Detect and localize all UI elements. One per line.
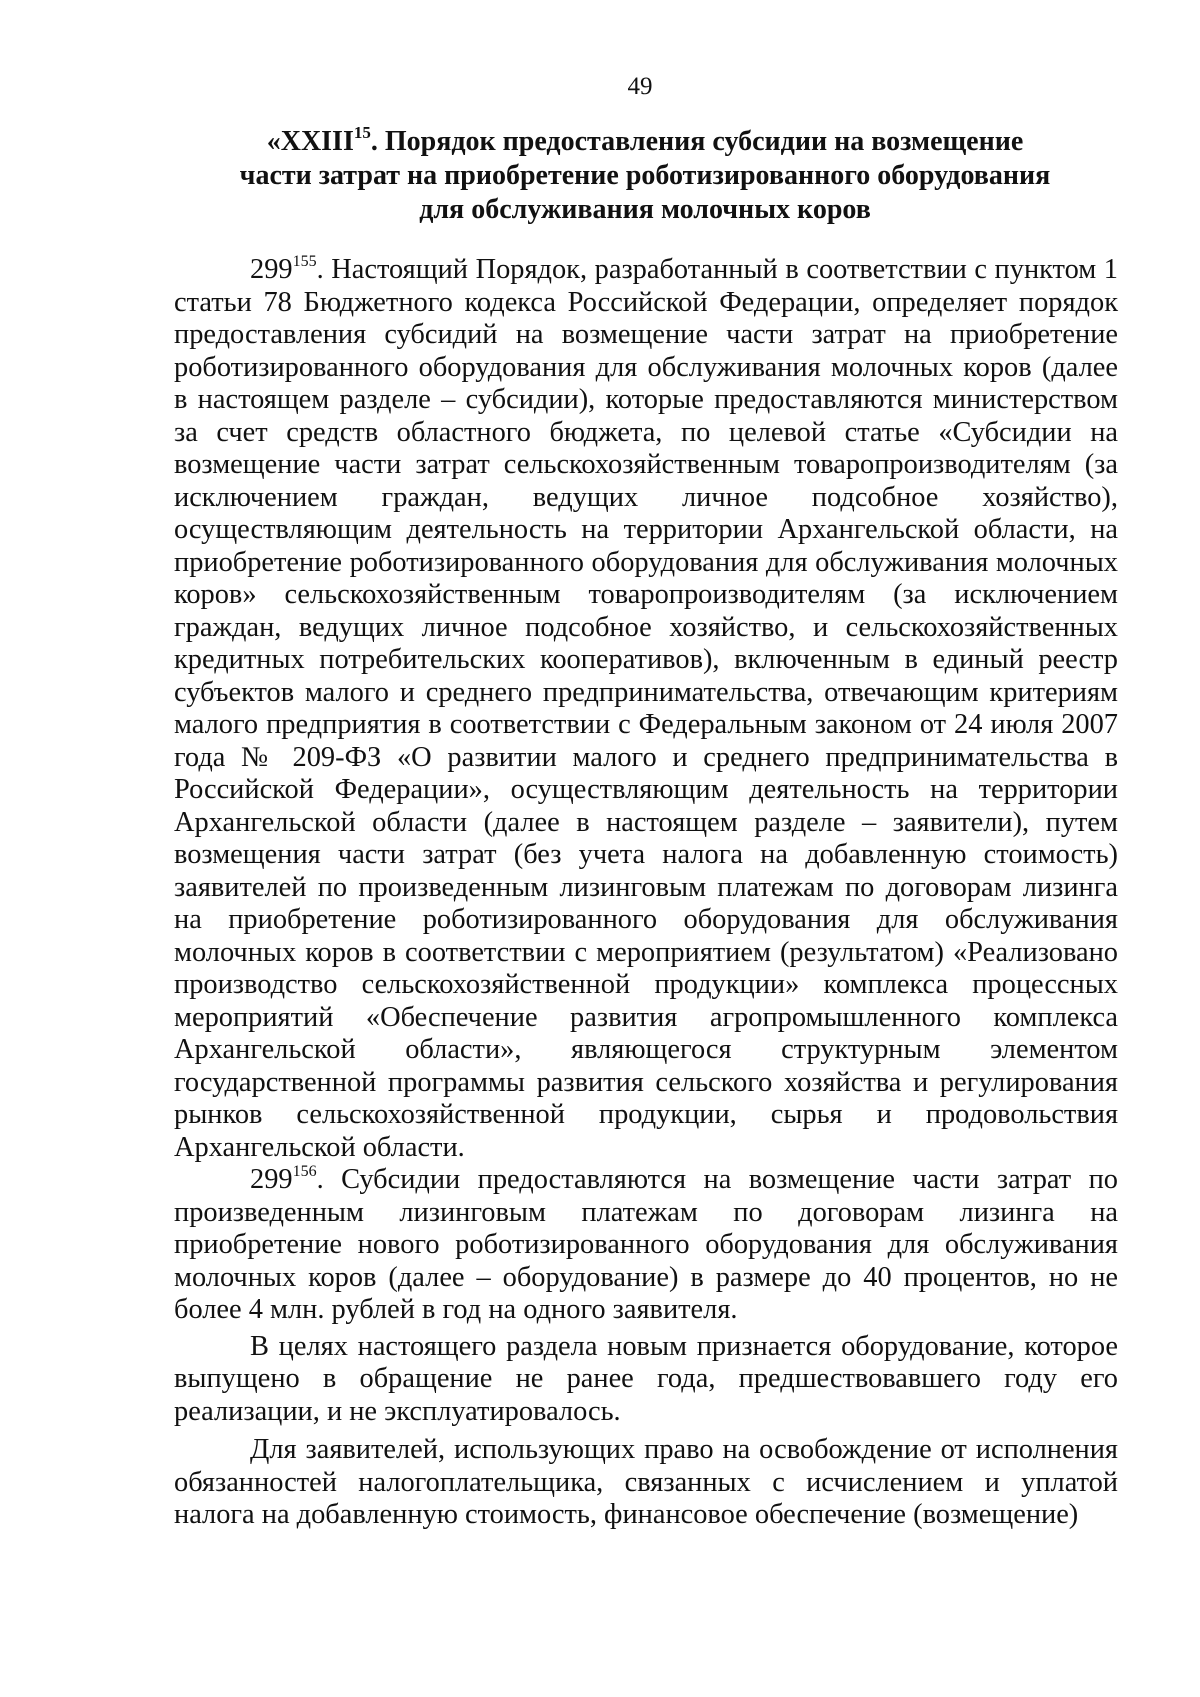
paragraph-text: . Настоящий Порядок, разработанный в соответствии с пунктом 1 статьи 78 Бюджетного кодекса Российской Федерации, определяет порядок предоставления субсидий на возмещение части затрат на приобретение роботизированного оборудования для обслуживания молочных коров (далее в настоящем разделе – субсидии), которые предоставляются министерством за счет средств областного бюджета, по целевой статье «Субсидии на возмещение части затрат сельскохозяйственным товаропроизводителям (за исключением граждан, ведущих личное подсобное хозяйство), осуществляющим деятельность на территории Архангельской области, на приобретение роботизированного оборудования для обслуживания молочных коров» сельскохозяйственным товаропроизводителям (за исключением граждан, ведущих личное подсобное хозяйство, и сельскохозяйственных кредитных потребительских кооперативов), включенным в единый реестр субъектов малого и среднего предпринимательства, отвечающим критериям малого предприятия в соответствии с Федеральным законом от 24 июля 2007 года № 209-ФЗ «О развитии малого и среднего предпринимательства в Российской Федерации», осуществляющим деятельность на территории Архангельской области (далее в настоящем разделе – заявители), путем возмещения части затрат (без учета налога на добавленную стоимость) заявителей по произведенным лизинговым платежам по договорам лизинга на приобретение роботизированного оборудования для обслуживания молочных коров в соответствии с мероприятием (результатом) «Реализовано производство сельскохозяйственной продукции» комплекса процессных мероприятий «Обеспечение развития агропромышленного комплекса Архангельской области», являющегося структурным элементом государственной программы развития сельского хозяйства и регулирования рынков сельскохозяйственной продукции, сырья и продовольствия Архангельской области.	[174, 254, 1118, 1163]
paragraph-number-superscript: 156	[292, 1162, 317, 1180]
document-body	[174, 254, 1118, 1532]
paragraph-new-equipment: В целях настоящего раздела новым признается оборудование, которое выпущено в обращение не ранее года, предшествовавшего году его реализации, и не эксплуатировалось.	[174, 1330, 1118, 1427]
paragraph-299-156	[174, 1164, 1118, 1327]
paragraph-number: 299	[250, 254, 293, 285]
heading-line-2: части затрат на приобретение роботизированного оборудования	[239, 160, 1051, 191]
heading-prefix: «XXIII	[266, 126, 354, 157]
heading-line-3: для обслуживания молочных коров	[419, 194, 871, 225]
heading-line-1	[175, 122, 1115, 159]
heading-prefix-superscript: 15	[353, 122, 371, 142]
section-heading	[175, 122, 1115, 227]
paragraph-number-superscript: 155	[292, 252, 317, 270]
paragraph-299-155	[174, 254, 1118, 1164]
paragraph-text: . Субсидии предоставляются на возмещение части затрат по произведенным лизинговым платежам по договорам лизинга на приобретение нового роботизированного оборудования для обслуживания молочных коров (далее – оборудование) в размере до 40 процентов, но не более 4 млн. рублей в год на одного заявителя.	[174, 1164, 1118, 1325]
paragraph-vat-exemption: Для заявителей, использующих право на освобождение от исполнения обязанностей налогоплательщика, связанных с исчислением и уплатой налога на добавленную стоимость, финансовое обеспечение (возмещение)	[174, 1434, 1118, 1530]
paragraph-number: 299	[250, 1164, 293, 1195]
page-number: 49	[627, 73, 653, 100]
heading-line-1-text: . Порядок предоставления субсидии на возмещение	[370, 126, 1024, 157]
